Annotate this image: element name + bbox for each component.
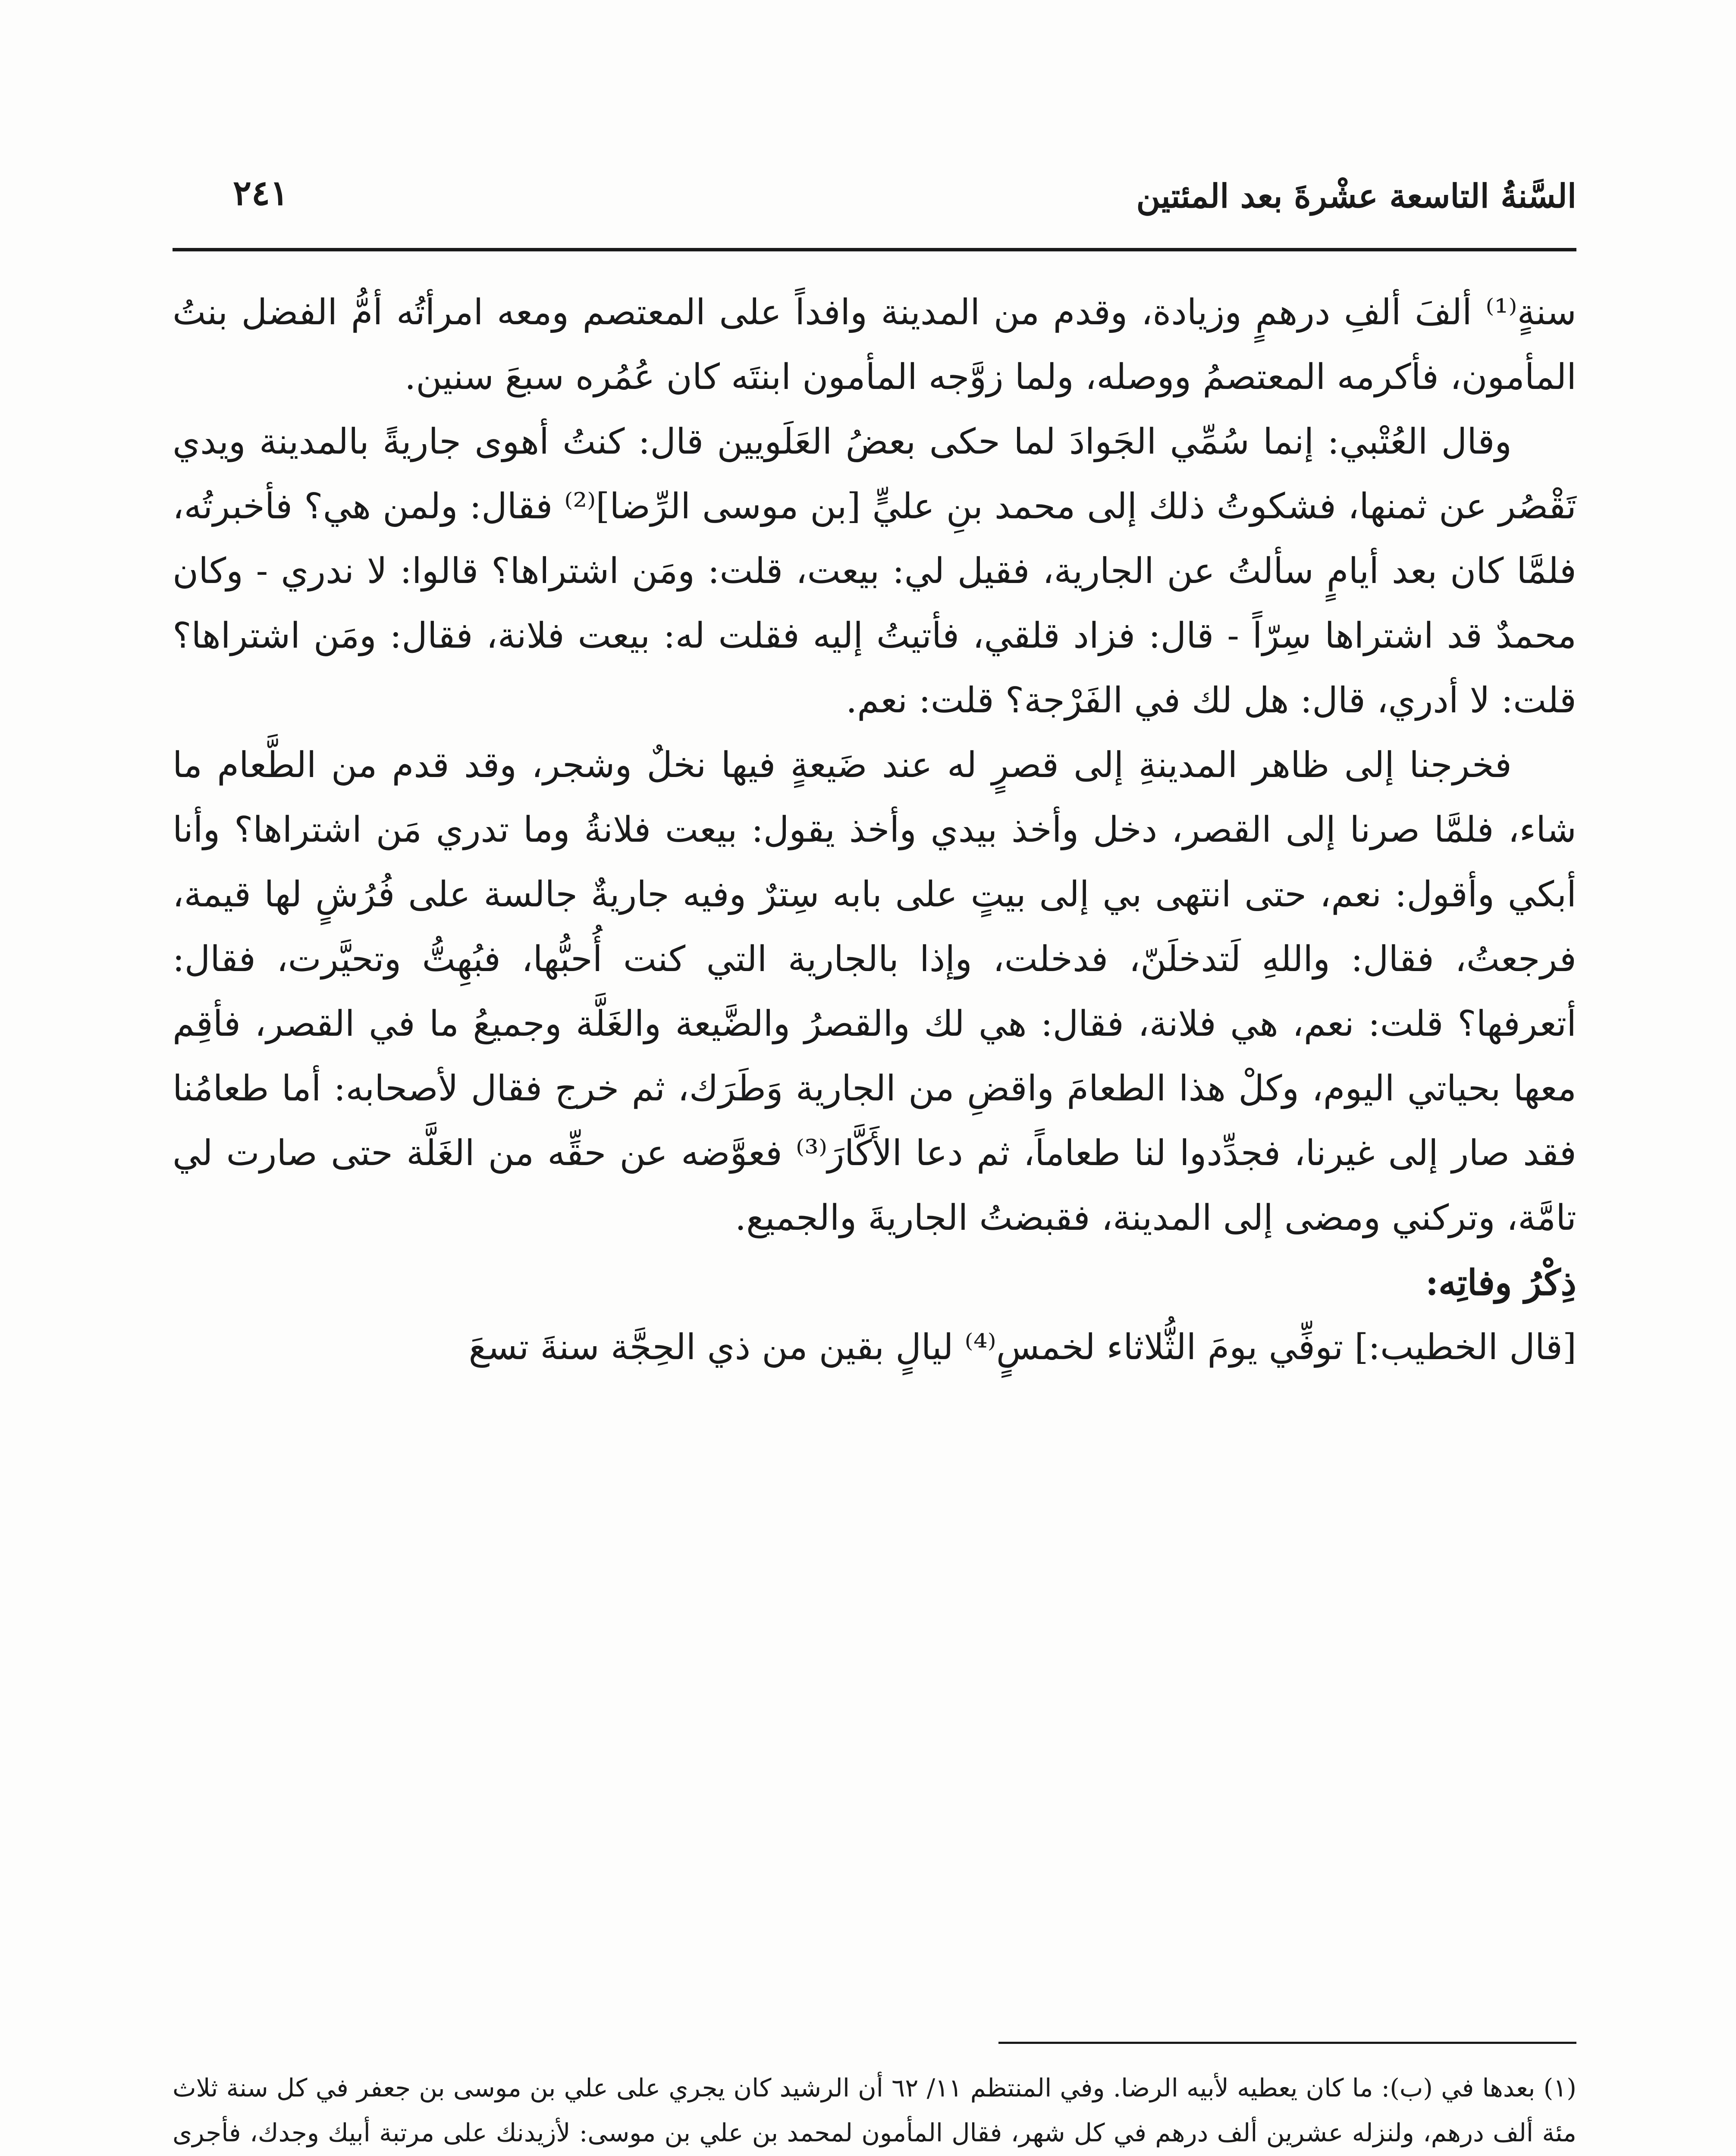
running-title: السَّنةُ التاسعة عشْرةَ بعد المئتين bbox=[1136, 177, 1576, 215]
paragraph-4: [قال الخطيب:] توفِّي يومَ الثُّلاثاء لخمسٍ⁽⁴⁾ ليالٍ بقين من ذي الحِجَّة سنةَ تسعَ bbox=[468, 1327, 1576, 1368]
section-heading: ذِكْرُ وفاتِه: bbox=[1425, 1262, 1576, 1304]
paragraph-3: فخرجنا إلى ظاهر المدينةِ إلى قصرٍ له عند ضَيعةٍ فيها نخلٌ وشجر، وقد قدم من الطَّعام ما شاء، فلمَّا صرنا إلى القصر، دخل وأخذ بيدي وأخذ يقول: بيعت فلانةُ وما تدري مَن اشتراها؟ وأنا أبكي وأقول: نعم، حتى انتهى بي إلى بيتٍ على بابه سِترٌ وفيه جاريةٌ جالسة على فُرُشٍ لها قيمة، فرجعتُ، فقال: واللهِ لَتدخلَنّ، فدخلت، وإذا بالجارية التي كنت أُحبُّها، فبُهِتُّ وتحيَّرت، فقال: أتعرفها؟ قلت: نعم، هي فلانة، فقال: هي لك والقصرُ والضَّيعة والغَلَّة وجميعُ ما في القصر، فأقِم معها بحياتي اليوم، وكلْ هذا الطعامَ واقضِ من الجارية وَطَرَك، ثم خرج فقال لأصحابه: أما طعامُنا فقد صار إلى غيرنا، فجدِّدوا لنا طعاماً، ثم دعا الأَكَّارَ⁽³⁾ فعوَّضه عن حقِّه من الغَلَّة حتى صارت لي تامَّة، وتركني ومضى إلى المدينة، فقبضتُ الجاريةَ والجميع. bbox=[173, 745, 1576, 1238]
paragraph-1: سنةٍ⁽¹⁾ ألفَ ألفِ درهمٍ وزيادة، وقدم من المدينة وافداً على المعتصم ومعه امرأتُه أمُّ الفضل بنتُ المأمون، فأكرمه المعتصمُ ووصله، ولما زوَّجه المأمون ابنتَه كان عُمُره سبعَ سنين. bbox=[173, 292, 1576, 398]
paragraph-2: وقال العُتْبي: إنما سُمِّي الجَوادَ لما حكى بعضُ العَلَويين قال: كنتُ أهوى جاريةً بالمدينة ويدي تَقْصُر عن ثمنها، فشكوتُ ذلك إلى محمد بنِ عليٍّ [بن موسى الرِّضا]⁽²⁾ فقال: ولمن هي؟ فأخبرتُه، فلمَّا كان بعد أيامٍ سألتُ عن الجارية، فقيل لي: بيعت، قلت: ومَن اشتراها؟ قالوا: لا ندري - وكان محمدٌ قد اشتراها سِرّاً - قال: فزاد قلقي، فأتيتُ إليه فقلت له: بيعت فلانة، فقال: ومَن اشتراها؟ قلت: لا أدري، قال: هل لك في الفَرْجة؟ قلت: نعم. bbox=[173, 421, 1576, 721]
page-number: ٢٤١ bbox=[233, 172, 289, 213]
footnote-divider bbox=[998, 2042, 1576, 2044]
footnote-1: (١) بعدها في (ب): ما كان يعطيه لأبيه الرضا. وفي المنتظم ١١/ ٦٢ أن الرشيد كان يجري على علي بن موسى بن جعفر في كل سنة ثلاث مئة ألف درهم، ولنزله عشرين ألف درهم في كل شهر، فقال المأمون لمحمد بن علي بن موسى: لأزيدنك على مرتبة أبيك وجدك، فأجرى bbox=[173, 2073, 1577, 2147]
header-divider bbox=[173, 248, 1576, 251]
running-header bbox=[181, 164, 1576, 229]
main-text bbox=[173, 280, 1576, 1380]
footnotes bbox=[173, 2065, 1576, 2156]
